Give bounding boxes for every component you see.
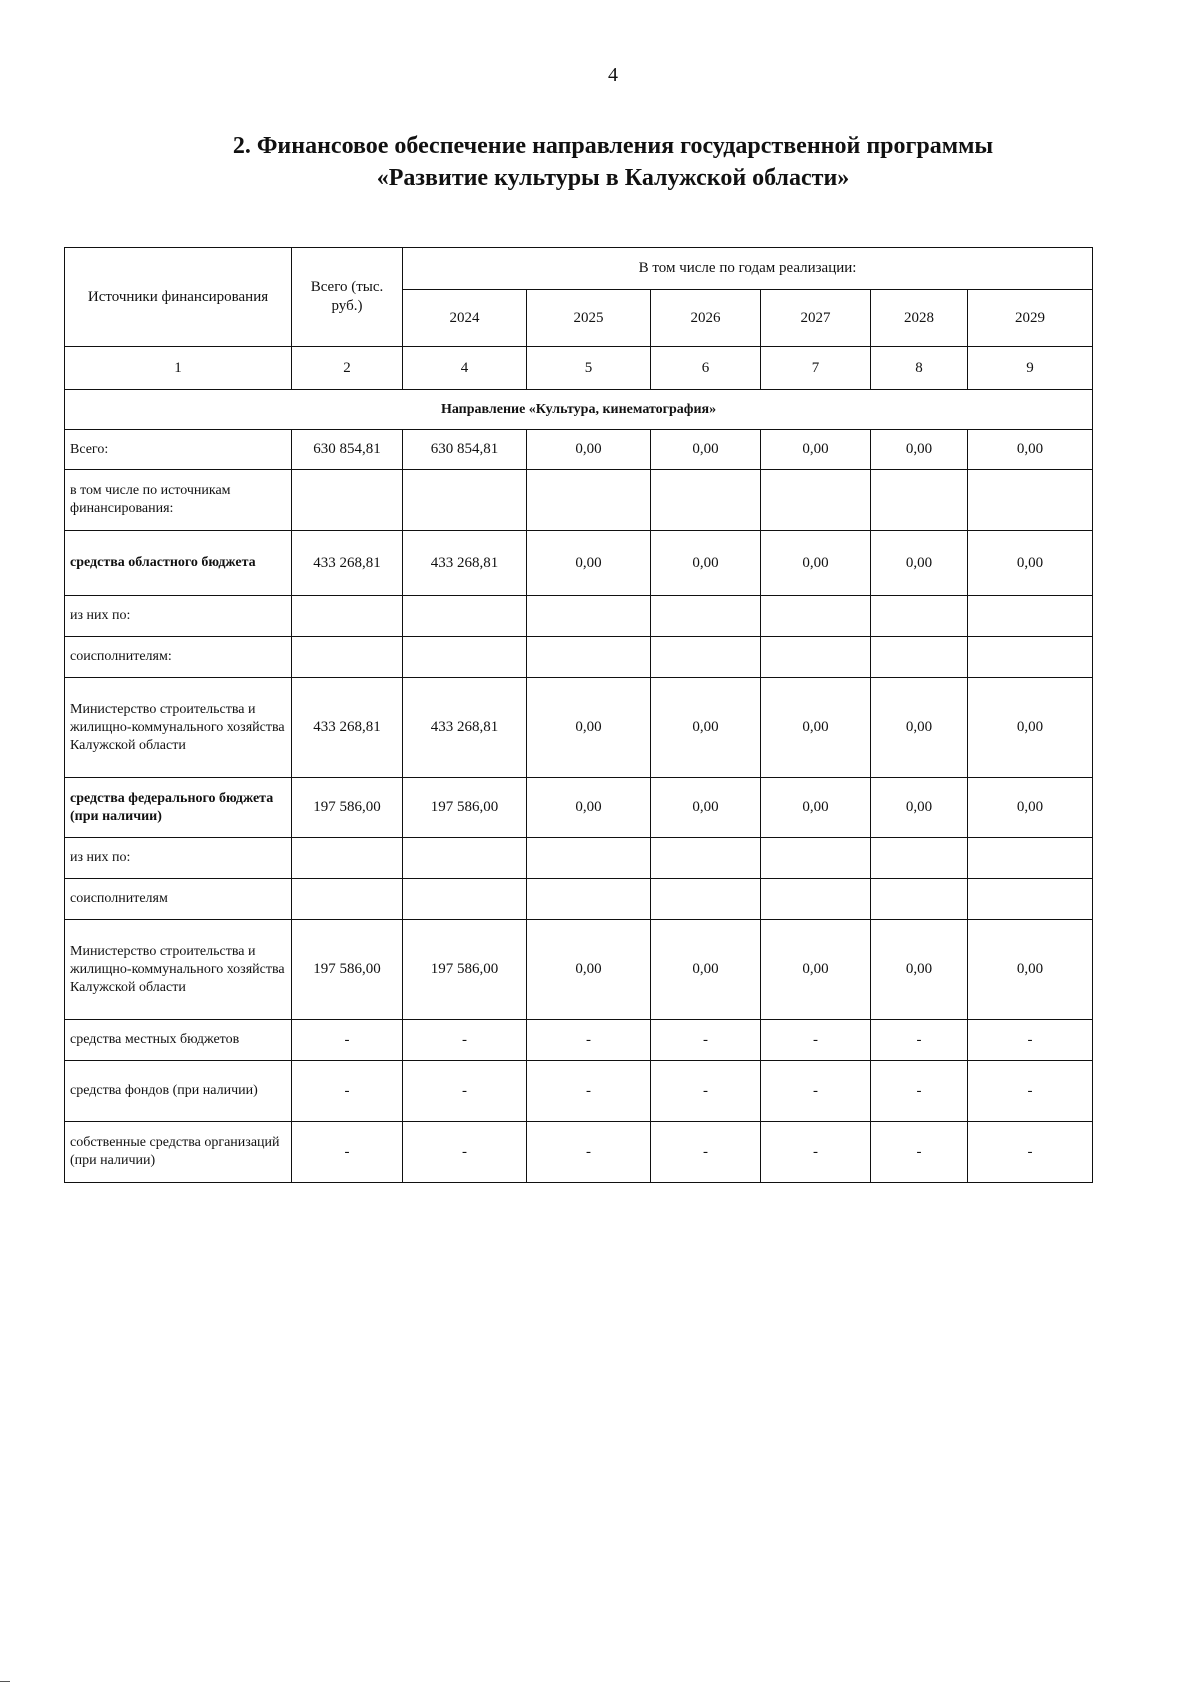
row-value: 0,00 <box>871 920 968 1020</box>
table-row <box>65 430 1093 470</box>
row-value: 197 586,00 <box>292 778 403 838</box>
row-value <box>871 637 968 678</box>
row-label: Министерство строительства и жилищно-коммунального хозяйства Калужской области <box>65 920 292 1020</box>
row-value <box>403 879 527 920</box>
row-value: 197 586,00 <box>403 778 527 838</box>
row-value <box>651 879 761 920</box>
table-row <box>65 470 1093 531</box>
row-value <box>403 637 527 678</box>
row-value <box>871 879 968 920</box>
row-label: средства фондов (при наличии) <box>65 1061 292 1122</box>
row-value <box>968 596 1093 637</box>
row-label: из них по: <box>65 596 292 637</box>
row-value <box>871 838 968 879</box>
row-value <box>651 470 761 531</box>
row-value: 0,00 <box>527 778 651 838</box>
row-value <box>761 637 871 678</box>
column-number: 2 <box>292 347 403 390</box>
title-line-2: «Развитие культуры в Калужской области» <box>376 165 850 191</box>
row-value: 0,00 <box>527 678 651 778</box>
row-value: 0,00 <box>968 778 1093 838</box>
row-value: - <box>527 1122 651 1183</box>
row-value: - <box>651 1061 761 1122</box>
column-number: 4 <box>403 347 527 390</box>
row-value: 0,00 <box>761 430 871 470</box>
page-number: 4 <box>608 64 618 86</box>
row-value: 0,00 <box>527 920 651 1020</box>
row-label: средства областного бюджета <box>65 531 292 596</box>
table-row <box>65 1020 1093 1061</box>
row-value: - <box>761 1061 871 1122</box>
row-label: Министерство строительства и жилищно-коммунального хозяйства Калужской области <box>65 678 292 778</box>
section-title: Направление «Культура, кинематография» <box>65 390 1093 430</box>
header-row <box>65 248 1093 290</box>
row-label: соисполнителям <box>65 879 292 920</box>
row-label: средства федерального бюджета (при наличии) <box>65 778 292 838</box>
row-label: Всего: <box>65 430 292 470</box>
row-label: собственные средства организаций (при наличии) <box>65 1122 292 1183</box>
row-value: - <box>968 1122 1093 1183</box>
table-row <box>65 879 1093 920</box>
row-value: 0,00 <box>651 920 761 1020</box>
row-value: 0,00 <box>761 778 871 838</box>
row-value <box>968 470 1093 531</box>
header-sources: Источники финансирования <box>65 248 292 347</box>
table-row <box>65 778 1093 838</box>
financing-table <box>64 247 1093 1183</box>
row-value: 197 586,00 <box>403 920 527 1020</box>
row-value <box>651 637 761 678</box>
row-value: - <box>968 1020 1093 1061</box>
header-year: 2026 <box>651 290 761 347</box>
row-value: 433 268,81 <box>292 531 403 596</box>
section-row <box>65 390 1093 430</box>
row-value: - <box>403 1020 527 1061</box>
row-value: 0,00 <box>968 678 1093 778</box>
scan-margin-mark <box>0 1681 10 1682</box>
row-value: - <box>292 1020 403 1061</box>
table-row <box>65 920 1093 1020</box>
row-value <box>761 470 871 531</box>
row-value: 433 268,81 <box>403 531 527 596</box>
header-year: 2024 <box>403 290 527 347</box>
table-row <box>65 596 1093 637</box>
row-value: 630 854,81 <box>403 430 527 470</box>
row-value: 0,00 <box>968 531 1093 596</box>
row-value <box>403 838 527 879</box>
row-value <box>527 470 651 531</box>
row-value: 0,00 <box>651 678 761 778</box>
row-value <box>403 596 527 637</box>
row-label: из них по: <box>65 838 292 879</box>
row-value: - <box>403 1061 527 1122</box>
row-value <box>292 838 403 879</box>
row-value <box>761 596 871 637</box>
table-row <box>65 838 1093 879</box>
row-value: - <box>871 1122 968 1183</box>
header-year: 2028 <box>871 290 968 347</box>
row-label: соисполнителям: <box>65 637 292 678</box>
table-row <box>65 678 1093 778</box>
data-rows <box>65 430 1093 1183</box>
row-value: 0,00 <box>651 531 761 596</box>
header-by-years: В том числе по годам реализации: <box>403 248 1093 290</box>
row-value: 0,00 <box>651 778 761 838</box>
column-number: 1 <box>65 347 292 390</box>
row-value <box>761 838 871 879</box>
row-value <box>403 470 527 531</box>
row-value <box>968 637 1093 678</box>
column-number: 5 <box>527 347 651 390</box>
row-value <box>968 838 1093 879</box>
row-value <box>527 838 651 879</box>
row-value <box>527 637 651 678</box>
column-number: 9 <box>968 347 1093 390</box>
row-value: - <box>968 1061 1093 1122</box>
row-value: 0,00 <box>527 430 651 470</box>
row-value <box>292 637 403 678</box>
row-value: 0,00 <box>871 430 968 470</box>
column-number: 8 <box>871 347 968 390</box>
row-value: 0,00 <box>871 531 968 596</box>
row-value <box>968 879 1093 920</box>
row-value: - <box>403 1122 527 1183</box>
column-number: 6 <box>651 347 761 390</box>
title-line-1: 2. Финансовое обеспечение направления государственной программы <box>232 133 994 159</box>
column-number: 7 <box>761 347 871 390</box>
row-value <box>761 879 871 920</box>
row-value <box>527 596 651 637</box>
row-value: - <box>651 1020 761 1061</box>
row-value: - <box>871 1061 968 1122</box>
row-value: 0,00 <box>761 920 871 1020</box>
row-value <box>871 470 968 531</box>
row-value: 0,00 <box>968 430 1093 470</box>
row-value: 0,00 <box>651 430 761 470</box>
row-value <box>292 596 403 637</box>
document-title <box>100 130 1126 194</box>
row-value <box>651 596 761 637</box>
header-year: 2027 <box>761 290 871 347</box>
table-row <box>65 1122 1093 1183</box>
row-value: 0,00 <box>761 678 871 778</box>
row-value <box>292 470 403 531</box>
header-year: 2025 <box>527 290 651 347</box>
row-value: 197 586,00 <box>292 920 403 1020</box>
table-row <box>65 637 1093 678</box>
row-value: 0,00 <box>761 531 871 596</box>
row-value: - <box>651 1122 761 1183</box>
row-value <box>527 879 651 920</box>
row-value: - <box>292 1061 403 1122</box>
row-value: 0,00 <box>968 920 1093 1020</box>
header-total: Всего (тыс. руб.) <box>292 248 403 347</box>
row-value: - <box>761 1122 871 1183</box>
row-value: - <box>871 1020 968 1061</box>
row-value <box>651 838 761 879</box>
header-year: 2029 <box>968 290 1093 347</box>
row-value: 433 268,81 <box>292 678 403 778</box>
row-value: 0,00 <box>871 778 968 838</box>
row-value: - <box>761 1020 871 1061</box>
row-label: в том числе по источникам финансирования: <box>65 470 292 531</box>
table-row <box>65 1061 1093 1122</box>
row-value: 433 268,81 <box>403 678 527 778</box>
row-value: 0,00 <box>527 531 651 596</box>
row-value: 0,00 <box>871 678 968 778</box>
row-value: - <box>527 1061 651 1122</box>
row-value: - <box>292 1122 403 1183</box>
column-numbers-row <box>65 347 1093 390</box>
row-value <box>292 879 403 920</box>
table-row <box>65 531 1093 596</box>
row-value: - <box>527 1020 651 1061</box>
row-value: 630 854,81 <box>292 430 403 470</box>
row-value <box>871 596 968 637</box>
row-label: средства местных бюджетов <box>65 1020 292 1061</box>
